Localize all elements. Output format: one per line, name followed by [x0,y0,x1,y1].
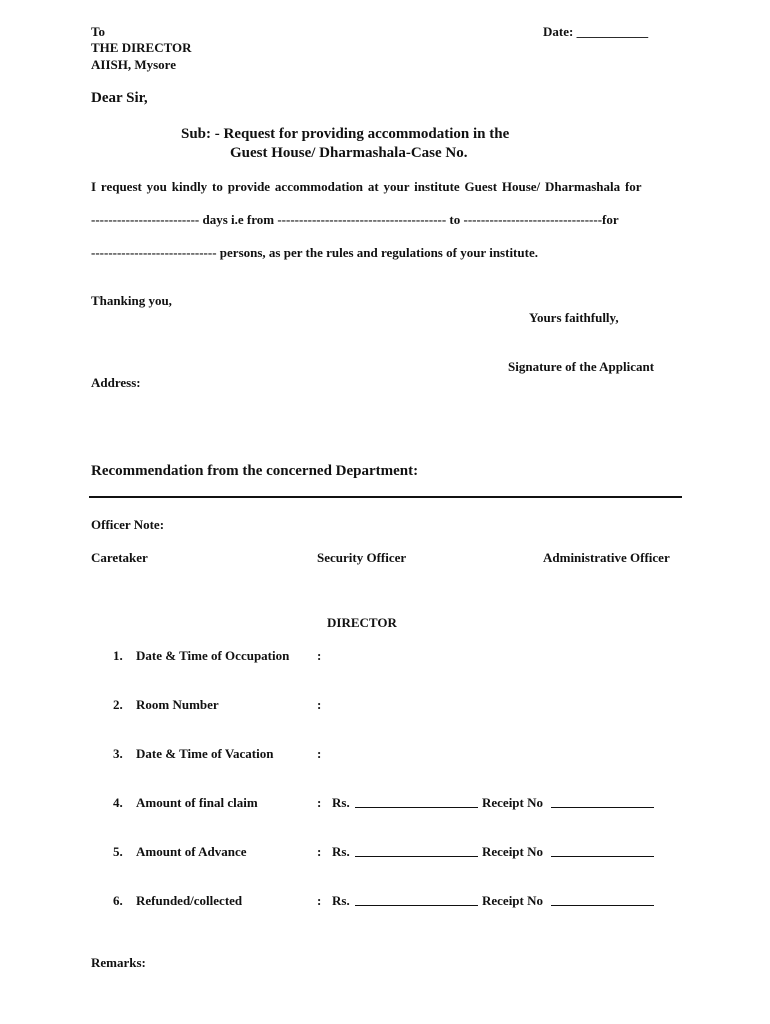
item-label: Room Number [136,697,219,712]
item-colon: : [317,844,322,859]
body-line-2: ------------------------- days i.e from --------------------------------------- to --------------------------------for [91,212,619,227]
receipt-blank [551,844,654,861]
amount-rs-label: Rs. [332,893,350,908]
security-officer-label: Security Officer [317,550,407,565]
date-field: Date: ___________ [543,24,649,39]
item-number: 6. [113,893,123,908]
body-line-1: I request you kindly to provide accommodation at your institute Guest House/ Dharmashala for [91,179,642,194]
applicant-signature-label: Signature of the Applicant [508,359,655,374]
caretaker-label: Caretaker [91,550,148,565]
amount-blank [355,893,478,910]
thanking-you: Thanking you, [91,293,172,308]
item-colon: : [317,893,322,908]
item-label: Amount of final claim [136,795,258,810]
recipient-title: THE DIRECTOR [91,40,192,55]
item-label: Date & Time of Vacation [136,746,274,761]
receipt-no-label: Receipt No [482,795,544,810]
section-divider [89,496,682,498]
recipient-location: AIISH, Mysore [91,57,176,72]
item-colon: : [317,697,322,712]
item-colon: : [317,795,322,810]
item-number: 5. [113,844,123,859]
item-colon: : [317,746,322,761]
director-label: DIRECTOR [327,615,397,630]
receipt-blank [551,795,654,812]
item-label: Amount of Advance [136,844,247,859]
item-colon: : [317,648,322,663]
receipt-no-label: Receipt No [482,844,544,859]
item-number: 1. [113,648,123,663]
item-number: 3. [113,746,123,761]
administrative-officer-label: Administrative Officer [543,550,670,565]
officer-note-label: Officer Note: [91,517,165,532]
amount-blank [355,844,478,861]
body-line-3: ----------------------------- persons, as per the rules and regulations of your institute. [91,245,538,260]
item-number: 2. [113,697,123,712]
recommendation-heading: Recommendation from the concerned Department: [91,463,419,479]
amount-rs-label: Rs. [332,844,350,859]
item-number: 4. [113,795,123,810]
item-label: Date & Time of Occupation [136,648,290,663]
amount-rs-label: Rs. [332,795,350,810]
receipt-blank [551,893,654,910]
receipt-no-label: Receipt No [482,893,544,908]
address-label: Address: [91,375,141,390]
to-label: To [91,24,105,39]
item-label: Refunded/collected [136,893,243,908]
remarks-label: Remarks: [91,955,146,970]
salutation: Dear Sir, [91,90,148,106]
subject-line-1: Sub: - Request for providing accommodation in the [181,126,510,142]
subject-line-2: Guest House/ Dharmashala-Case No. [230,145,468,161]
yours-faithfully: Yours faithfully, [529,310,619,325]
amount-blank [355,795,478,812]
